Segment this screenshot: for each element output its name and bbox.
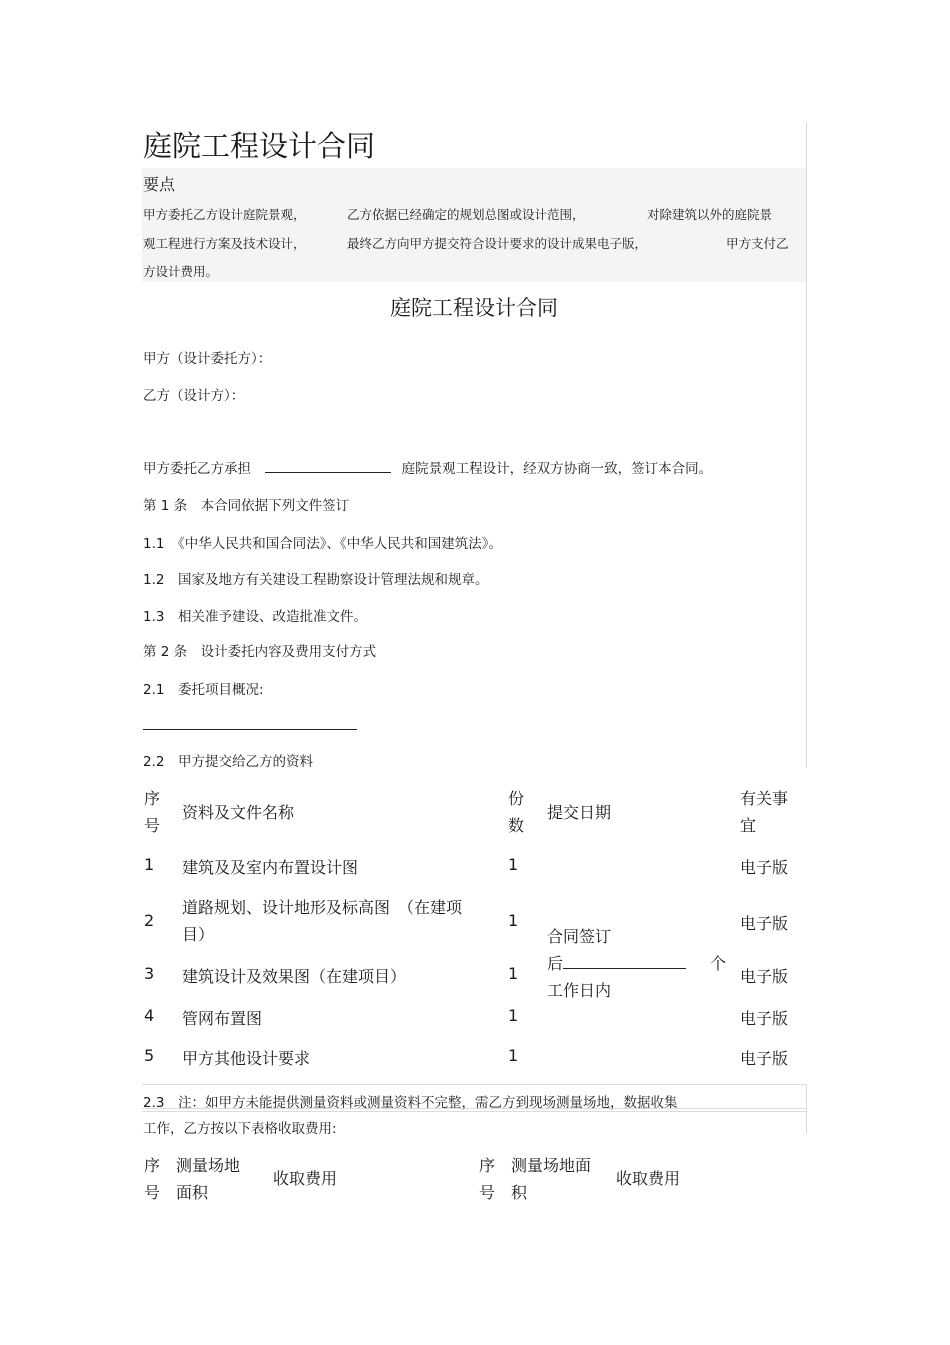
table-cell-notes: 电子版 [740, 1009, 789, 1028]
table-cell-copies: 1 [508, 855, 519, 874]
survey-header-seq: 序 号 [479, 1156, 496, 1202]
days-blank [563, 951, 686, 969]
intro-text: 庭院景观工程设计，经双方协商一致，签订本合同。 [401, 461, 713, 477]
article-heading: 第 1 条 本合同依据下列文件签订 [143, 498, 350, 514]
table-header-copies: 份 数 [508, 789, 525, 835]
summary-text: 甲方委托乙方设计庭院景观， [143, 207, 306, 222]
date-cell-line: 合同签订 [547, 927, 612, 946]
project-blank [265, 458, 391, 473]
table-header-seq: 序 号 [144, 789, 161, 835]
table-cell-seq: 5 [144, 1046, 155, 1065]
summary-text: 最终乙方向甲方提交符合设计要求的设计成果电子版， [347, 236, 648, 251]
table-cell-copies: 1 [508, 1006, 519, 1025]
table-cell-seq: 3 [144, 964, 155, 983]
table-header-notes: 有关事 宜 [740, 789, 789, 835]
table-cell-copies: 1 [508, 911, 519, 930]
document-title: 庭院工程设计合同 [143, 129, 376, 163]
table-cell-name: 道路规划、设计地形及标高图 （在建项 目） [182, 898, 463, 944]
table-cell-name: 建筑设计及效果图（在建项目） [182, 967, 407, 986]
table-cell-name: 甲方其他设计要求 [182, 1049, 311, 1068]
summary-text: 方设计费用。 [143, 264, 219, 279]
intro-paragraph [143, 457, 712, 477]
clause: 1.3 相关准予建设、改造批准文件。 [143, 609, 367, 625]
party-a-label: 甲方（设计委托方）： [143, 351, 272, 367]
clause: 1.2 国家及地方有关建设工程勘察设计管理法规和规章。 [143, 572, 489, 588]
table-cell-notes: 电子版 [740, 858, 789, 877]
clause: 2.3 注：如甲方未能提供测量资料或测量资料不完整，需乙方到现场测量场地，数据收集 [143, 1095, 678, 1111]
party-b-label: 乙方（设计方）： [143, 388, 245, 404]
summary-heading: 要点 [143, 175, 176, 194]
divider [142, 1111, 807, 1112]
table-cell-seq: 2 [144, 911, 155, 930]
table-cell-copies: 1 [508, 1046, 519, 1065]
table-cell-notes: 电子版 [740, 1049, 789, 1068]
table-cell-seq: 1 [144, 855, 155, 874]
date-cell-line: 工作日内 [547, 981, 612, 1000]
table-header-date: 提交日期 [547, 803, 612, 822]
clause: 1.1 《中华人民共和国合同法》、《中华人民共和国建筑法》。 [143, 536, 502, 552]
clause-continued: 工作，乙方按以下表格收取费用: [143, 1121, 337, 1137]
table-cell-name: 管网布置图 [182, 1009, 263, 1028]
table-cell-name: 建筑及及室内布置设计图 [182, 858, 359, 877]
table-cell-seq: 4 [144, 1006, 155, 1025]
summary-box [142, 168, 806, 282]
intro-text: 甲方委托乙方承担 [143, 461, 251, 477]
table-cell-notes: 电子版 [740, 914, 789, 933]
summary-text: 乙方依据已经确定的规划总图或设计范围， [347, 207, 585, 222]
margin-line [806, 122, 807, 768]
survey-header-fee: 收取费用 [273, 1169, 338, 1188]
survey-header-fee: 收取费用 [616, 1169, 681, 1188]
summary-text: 甲方支付乙 [726, 236, 789, 251]
project-overview-blank [143, 729, 357, 730]
table-header-name: 资料及文件名称 [182, 803, 295, 822]
date-cell-line: 后 [547, 951, 686, 974]
survey-header-seq: 序 号 [144, 1156, 161, 1202]
clause: 2.1 委托项目概况: [143, 682, 264, 698]
summary-text: 对除建筑以外的庭院景 [647, 207, 773, 222]
survey-header-area: 测量场地面 积 [511, 1156, 592, 1202]
margin-line [806, 1084, 807, 1134]
contract-title: 庭院工程设计合同 [390, 296, 558, 320]
divider [142, 1084, 807, 1085]
date-cell-unit: 个 [710, 954, 727, 973]
article-heading: 第 2 条 设计委托内容及费用支付方式 [143, 644, 377, 660]
summary-text: 观工程进行方案及技术设计， [143, 236, 306, 251]
clause: 2.2 甲方提交给乙方的资料 [143, 754, 313, 770]
survey-header-area: 测量场地 面积 [176, 1156, 241, 1202]
table-cell-notes: 电子版 [740, 967, 789, 986]
table-cell-copies: 1 [508, 964, 519, 983]
